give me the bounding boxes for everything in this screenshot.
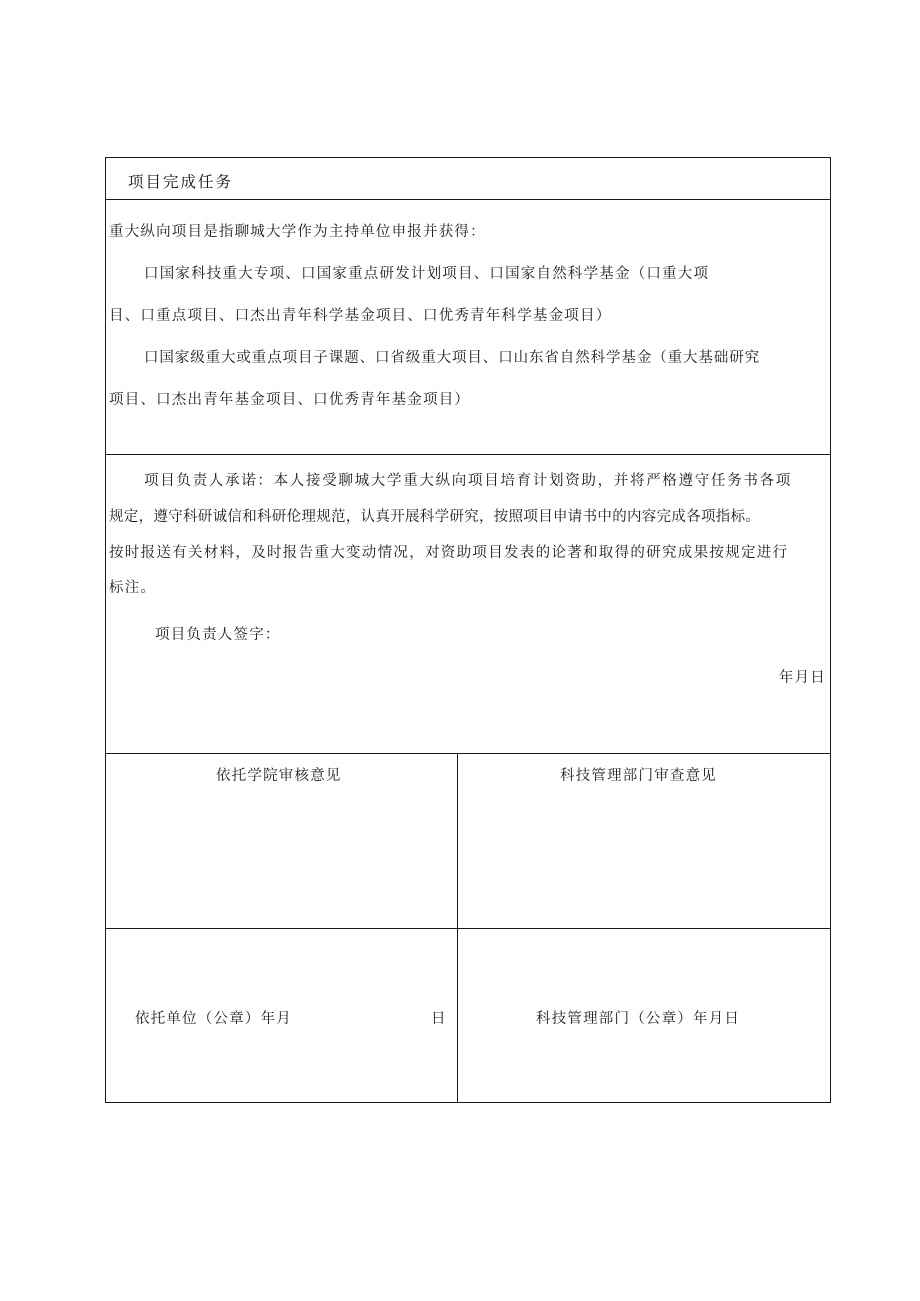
promise-line-2: 规定，遵守科研诚信和科研伦理规范，认真开展科学研究，按照项目申请书中的内容完成各项指标。 — [109, 509, 761, 525]
opinion-row — [106, 754, 830, 929]
college-seal-day: 日 — [431, 1011, 447, 1027]
projects-cell — [106, 200, 830, 455]
projects-line-1: 口国家科技重大专项、口国家重点研发计划项目、口国家自然科学基金（口重大项 — [144, 266, 710, 282]
section-title-row — [106, 158, 830, 200]
promise-line-1: 项目负责人承诺：本人接受聊城大学重大纵向项目培育计划资助，并将严格遵守任务书各项 — [144, 473, 792, 489]
college-seal-label: 依托单位（公章）年月 — [135, 1011, 292, 1027]
promise-line-3: 按时报送有关材料，及时报告重大变动情况，对资助项目发表的论著和取得的研究成果按规定进行 — [109, 545, 789, 561]
promise-line-4: 标注。 — [109, 580, 157, 596]
section-title: 项目完成任务 — [128, 173, 234, 191]
signature-label: 项目负责人签字： — [155, 627, 281, 643]
projects-line-3: 口国家级重大或重点项目子课题、口省级重大项目、口山东省自然科学基金（重大基础研究 — [144, 350, 760, 366]
dept-opinion-title: 科技管理部门审查意见 — [560, 768, 717, 784]
dept-seal-label: 科技管理部门（公章）年月日 — [536, 1011, 741, 1027]
college-opinion-title: 依托学院审核意见 — [216, 768, 342, 784]
seal-row — [106, 929, 830, 1103]
projects-intro: 重大纵向项目是指聊城大学作为主持单位申报并获得： — [109, 224, 486, 240]
column-divider — [457, 754, 458, 1102]
projects-line-4: 项目、口杰出青年基金项目、口优秀青年基金项目） — [109, 392, 471, 408]
promise-date: 年月日 — [778, 670, 826, 686]
project-form-table — [105, 157, 831, 1103]
promise-cell — [106, 455, 830, 754]
projects-line-2: 目、口重点项目、口杰出青年科学基金项目、口优秀青年科学基金项目） — [109, 308, 612, 324]
